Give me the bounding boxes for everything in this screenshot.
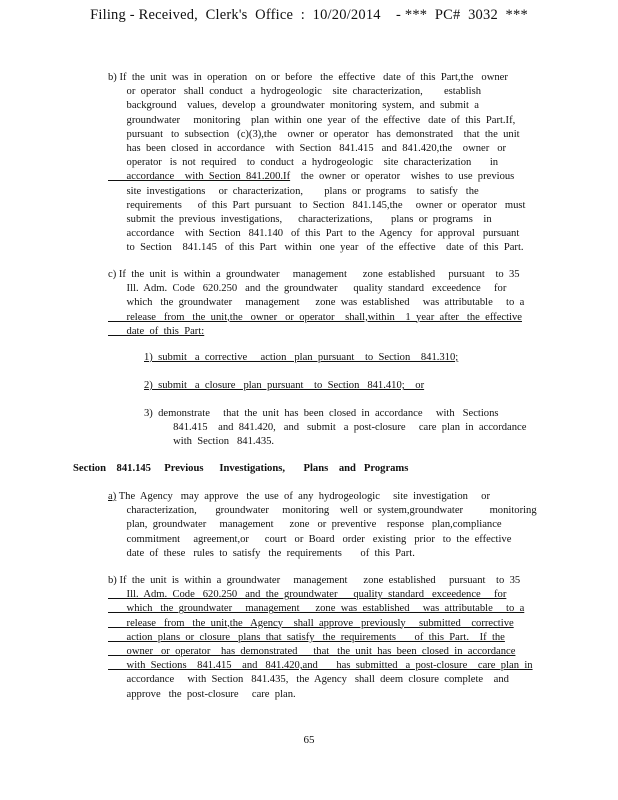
section-heading: Section 841.145 Previous Investigations, Plans and Programs — [73, 463, 409, 474]
paragraph-a-line: characterization, groundwater monitoring well or system,groundwater monitoring — [108, 505, 537, 517]
paragraph-a-line: plan, groundwater management zone or preventive response plan,compliance — [108, 519, 502, 531]
line-text: to Section 841.145 of this Part within one year of the effective date of this Part. — [108, 242, 524, 254]
paragraph-a-agency-approve — [108, 490, 537, 561]
line-text: release from the unit,the owner or operator shall,within 1 year after the effective — [108, 311, 522, 323]
paragraph-line — [108, 268, 524, 282]
paragraph-line — [108, 185, 526, 199]
paragraph-line — [108, 688, 533, 702]
line-text: Ill. Adm. Code 620.250 and the groundwater quality standard exceedence for — [108, 589, 507, 601]
list-item-1-text: 1) submit a corrective action plan pursuant to Section 841.310; — [144, 352, 459, 363]
paragraph-a-line: commitment agreement,or court or Board order existing prior to the effective — [108, 533, 512, 545]
line-text: has been closed in accordance with Section 841.415 and 841.420,the owner or — [108, 142, 507, 154]
paragraph-line — [108, 170, 526, 184]
list-item-2-text: 2) submit a closure plan pursuant to Section 841.410; or — [144, 380, 425, 391]
line-text-tail: the owner or operator wishes to use previous — [290, 171, 515, 183]
line-text: operator is not required to conduct a hydrogeologic site characterization in — [108, 157, 499, 169]
paragraph-line — [108, 99, 526, 113]
paragraph-line — [108, 617, 533, 631]
list-item-2 — [144, 379, 424, 393]
paragraph-a-line: The Agency may approve the use of any hydrogeologic site investigation or — [116, 491, 490, 502]
line-text: which the groundwater management zone was established was attributable to a — [108, 297, 525, 309]
paragraph-a-label: a) — [108, 491, 117, 502]
line-text: with Sections 841.415 and 841.420,and has submitted a post-closure care plan in — [108, 660, 533, 672]
line-text: background values, develop a groundwater monitoring system, and submit a — [108, 100, 480, 112]
line-text: b) If the unit was in operation on or before the effective date of this Part,the owner — [108, 72, 508, 83]
line-text: approve the post-closure care plan. — [108, 688, 296, 700]
paragraph-line — [108, 213, 526, 227]
line-text: accordance with Section 841.200.If — [108, 171, 291, 183]
paragraph-line — [108, 574, 533, 588]
page-number: 65 — [303, 734, 315, 746]
paragraph-line — [108, 296, 524, 310]
line-text: owner or operator has demonstrated that the unit has been closed in accordance — [108, 645, 516, 657]
paragraph-line — [108, 602, 533, 616]
paragraph-b-groundwater-zone — [108, 574, 533, 702]
paragraph-line — [108, 241, 526, 255]
line-text: action plans or closure plans that satisfy the requirements of this Part. If the — [108, 631, 505, 643]
line-text: or operator shall conduct a hydrogeologic site characterization, establish — [108, 86, 482, 98]
paragraph-line — [108, 631, 533, 645]
paragraph-line — [108, 85, 526, 99]
paragraph-line — [108, 128, 526, 142]
line-text: groundwater monitoring plan within one year of the effective date of this Part.If, — [108, 114, 516, 126]
paragraph-line — [108, 114, 526, 128]
list-item-3-line: with Section 841.435. — [144, 436, 275, 448]
paragraph-line — [108, 199, 526, 213]
paragraph-line — [108, 659, 533, 673]
paragraph-line — [108, 71, 526, 85]
line-text: date of this Part: — [108, 325, 205, 337]
list-item-3-line: 841.415 and 841.420, and submit a post-closure care plan in accordance — [144, 422, 527, 434]
line-text: b) If the unit is within a groundwater management zone established pursuant to 35 — [108, 575, 521, 586]
paragraph-line — [108, 227, 526, 241]
list-item-3-line: 3) demonstrate that the unit has been closed in accordance with Sections — [144, 408, 499, 419]
paragraph-line — [108, 588, 533, 602]
line-text: which the groundwater management zone was established was attributable to a — [108, 603, 525, 615]
line-text: accordance with Section 841.435, the Agency shall deem closure complete and — [108, 674, 509, 686]
paragraph-line — [108, 645, 533, 659]
paragraph-line — [108, 282, 524, 296]
line-text: site investigations or characterization, plans or programs to satisfy the — [108, 185, 479, 197]
line-text: submit the previous investigations, characterizations, plans or programs in — [108, 213, 492, 225]
line-text: release from the unit,the Agency shall approve previously submitted corrective — [108, 617, 514, 629]
paragraph-line — [108, 311, 524, 325]
paragraph-b-operation — [108, 71, 526, 255]
line-text: accordance with Section 841.140 of this Part to the Agency for approval pursuant — [108, 228, 520, 240]
list-item-1 — [144, 351, 458, 365]
line-text: Ill. Adm. Code 620.250 and the groundwater quality standard exceedence for — [108, 283, 507, 295]
line-text: pursuant to subsection (c)(3),the owner or operator has demonstrated that the unit — [108, 128, 520, 140]
paragraph-line — [108, 156, 526, 170]
filing-header: Filing - Received, Clerk's Office : 10/20/2014 - *** PC# 3032 *** — [90, 7, 528, 23]
list-item-3 — [144, 407, 526, 450]
line-text: c) If the unit is within a groundwater management zone established pursuant to 35 — [108, 269, 520, 280]
paragraph-line — [108, 673, 533, 687]
line-text: requirements of this Part pursuant to Section 841.145,the owner or operator must — [108, 199, 526, 211]
paragraph-a-line: date of these rules to satisfy the requirements of this Part. — [108, 547, 415, 559]
paragraph-line — [108, 142, 526, 156]
paragraph-c-groundwater-zone — [108, 268, 524, 339]
paragraph-line — [108, 325, 524, 339]
